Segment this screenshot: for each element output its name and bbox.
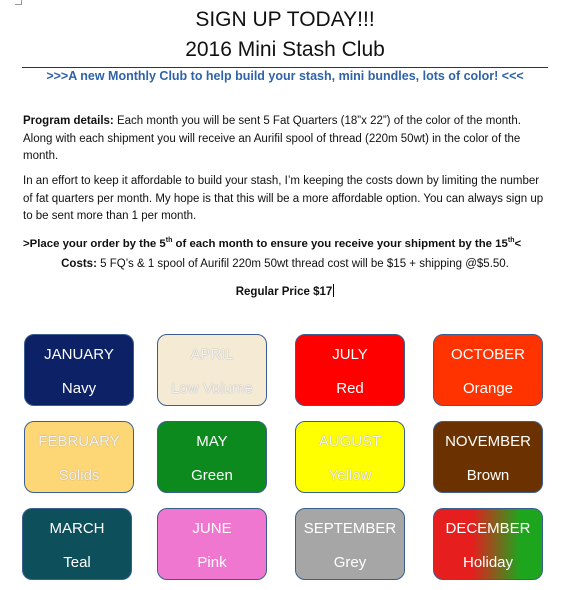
month-tile-october (433, 334, 543, 406)
month-tile-september (295, 508, 405, 580)
month-color: Low Volume (171, 380, 253, 397)
heading-club-name: 2016 Mini Stash Club (185, 38, 385, 61)
month-color: Teal (63, 554, 91, 571)
order-deadline-paragraph (23, 232, 547, 253)
month-tile-june (157, 508, 267, 580)
text-cursor (333, 284, 334, 297)
order-text-c: < (514, 237, 522, 250)
month-tile-may (157, 421, 267, 493)
page-corner-mark (15, 0, 22, 5)
month-tile-february (24, 421, 134, 493)
month-color: Pink (197, 554, 227, 571)
month-tile-november (433, 421, 543, 493)
regular-price-line (0, 284, 570, 298)
month-tile-march (22, 508, 132, 580)
month-color: Solids (58, 467, 100, 484)
heading-sign-up: SIGN UP TODAY!!! (195, 8, 375, 31)
month-color: Red (336, 380, 364, 397)
month-color: Yellow (328, 467, 372, 484)
affordability-paragraph: In an effort to keep it affordable to build your stash, I’m keeping the costs down by limiting the number of fat quarters per month. My hope is that this will be a more affordable option. You can always sign up to be sent more than 1 per month. (23, 175, 544, 222)
month-name: MAY (196, 433, 228, 450)
order-text-b: of each month to ensure you receive your shipment by the 15 (172, 237, 508, 250)
costs-line (0, 258, 570, 270)
costs-text: 5 FQ’s & 1 spool of Aurifil 220m 50wt thread cost will be $15 + shipping @$5.50. (100, 258, 509, 270)
month-name: AUGUST (318, 433, 382, 450)
regular-price: Regular Price $17 (235, 286, 333, 298)
month-name: OCTOBER (451, 346, 525, 363)
month-color: Holiday (462, 554, 514, 571)
month-color: Orange (462, 380, 514, 397)
month-tile-january (24, 334, 134, 406)
program-details-label: Program details: (23, 115, 114, 127)
heading-divider (22, 67, 548, 68)
month-name: FEBRUARY (38, 433, 120, 450)
month-name: NOVEMBER (445, 433, 531, 450)
month-color: Green (191, 467, 233, 484)
month-name: DECEMBER (445, 520, 531, 537)
program-details-text: Each month you will be sent 5 Fat Quarters (18”x 22”) of the color of the month. Along with each shipment you will receive an Aurifil spool of thread (220m 50wt) in the color of the month. (23, 115, 521, 162)
order-sup-2: th (507, 237, 515, 244)
month-name: APRIL (190, 346, 234, 363)
month-name: JUNE (192, 520, 232, 537)
month-tile-august (295, 421, 405, 493)
month-name: SEPTEMBER (303, 520, 397, 537)
month-name: JANUARY (44, 346, 114, 363)
month-color: Navy (61, 380, 97, 397)
costs-label: Costs: (61, 258, 97, 270)
month-tile-december (433, 508, 543, 580)
order-text-a: >Place your order by the 5 (23, 237, 166, 250)
month-tile-july (295, 334, 405, 406)
order-sup-1: th (165, 237, 173, 244)
month-name: JULY (332, 346, 368, 363)
month-color: Brown (466, 467, 510, 484)
month-name: MARCH (49, 520, 105, 537)
tagline: >>>A new Monthly Club to help build your stash, mini bundles, lots of color! <<< (46, 69, 524, 83)
program-details-paragraph (23, 113, 547, 166)
month-tile-april (157, 334, 267, 406)
month-color: Grey (333, 554, 367, 571)
